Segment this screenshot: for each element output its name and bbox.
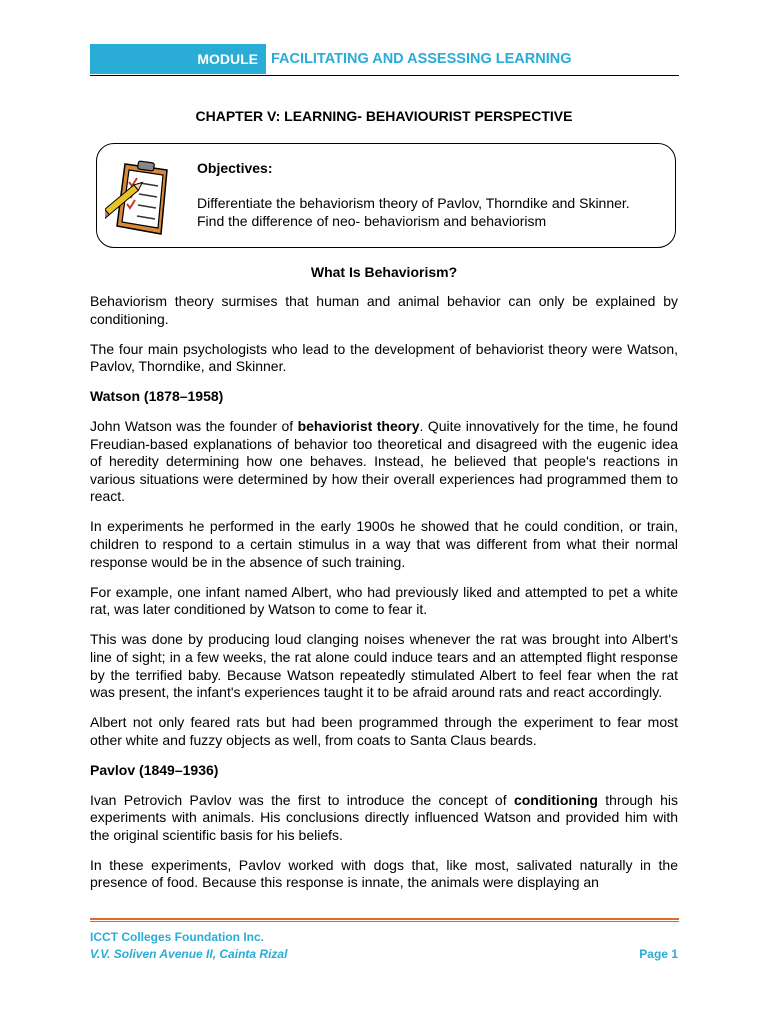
paragraph: Albert not only feared rats but had been programmed through the experiment to fear most other white and fuzzy objects as well, from coats to Santa Claus beards. [90,714,678,748]
objective-item: Find the difference of neo- behaviorism and behaviorism [197,213,547,229]
section-title: What Is Behaviorism? [310,264,458,280]
objectives-box [96,143,676,248]
body-content [90,293,678,905]
pavlov-heading: Pavlov (1849–1936) [90,761,219,778]
paragraph [90,418,678,506]
bold-term: behaviorist theory [297,417,420,434]
text-run: John Watson was the founder of [90,417,298,434]
paragraph: In these experiments, Pavlov worked with dogs that, like most, salivated naturally in the presence of food. Because this response is innate, the animals were displaying an [90,856,678,891]
text-run: through his experiments with animals. His conclusions directly influenced Watson and provided him with the original scientific basis for his beliefs. [90,791,678,843]
page-number: Page 1 [639,947,678,961]
objectives-title: Objectives: [197,160,273,176]
paragraph: In experiments he performed in the early 1900s he showed that he could condition, or train, children to respond to a certain stimulus in a way that was different from what their normal response would be in the absence of such training. [90,518,678,570]
footer-organization: ICCT Colleges Foundation Inc. [90,930,264,944]
bold-term: conditioning [513,791,598,808]
text-run: Ivan Petrovich Pavlov was the first to introduce the concept of [90,791,514,808]
objective-item: Differentiate the behaviorism theory of Pavlov, Thorndike and Skinner. [197,195,630,211]
clipboard-checklist-icon [105,156,185,241]
paragraph: The four main psychologists who lead to the development of behaviorist theory were Watson, Pavlov, Thorndike, and Skinner. [90,340,678,375]
paragraph: Behaviorism theory surmises that human and animal behavior can only be explained by conditioning. [90,293,678,327]
paragraph: For example, one infant named Albert, who had previously liked and attempted to pet a white rat, was later conditioned by Watson to come to fear it. [90,583,678,618]
module-label: MODULE [90,44,266,74]
chapter-title: CHAPTER V: LEARNING- BEHAVIOURIST PERSPECTIVE [195,108,573,124]
footer-address: V.V. Soliven Avenue II, Cainta Rizal [90,947,288,961]
module-title: FACILITATING AND ASSESSING LEARNING [271,51,572,67]
watson-heading: Watson (1878–1958) [90,388,224,405]
paragraph [90,792,678,845]
footer-divider-thin [90,921,679,922]
text-run: . Quite innovatively for the time, he found Freudian-based explanations of behavior too theoretical and disagreed with the eugenic idea of heredity determining how one behaves. Instead, he believed that people's reactions in various situations were determined by how their overall experiences had programmed them to react. [90,417,678,505]
paragraph: This was done by producing loud clanging noises whenever the rat was brought into Albert's line of sight; in a few weeks, the rat alone could induce tears and an attempted flight response by the terrified baby. Because Watson repeatedly stimulated Albert to feel fear when the rat was present, the infant's experiences taught it to be afraid around rats and react accordingly. [90,631,678,701]
footer-divider [90,918,679,920]
module-header [90,44,679,76]
